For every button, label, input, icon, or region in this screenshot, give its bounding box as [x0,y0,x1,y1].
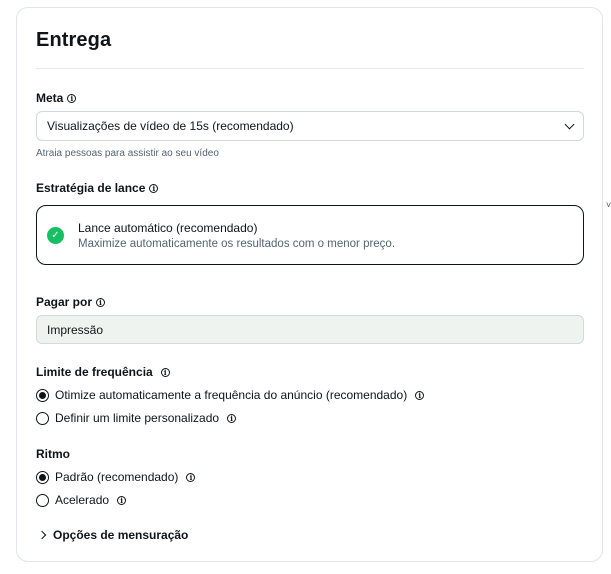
frequency-label-row [36,365,170,379]
measurement-options-toggle[interactable] [39,528,188,542]
chevron-down-icon [565,119,575,129]
pace-option-standard[interactable] [36,470,195,484]
radio-unselected[interactable] [36,412,49,425]
pace-option-label: Padrão (recomendado) [55,470,179,484]
goal-hint: Atraia pessoas para assistir ao seu vídeo [36,148,219,159]
radio-selected[interactable] [36,471,49,484]
section-title: Entrega [36,29,112,51]
goal-select[interactable] [36,111,584,141]
frequency-option-label: Otimize automaticamente a frequência do anúncio (recomendado) [55,388,408,402]
pace-option-label: Acelerado [55,493,110,507]
goal-select-value: Visualizações de vídeo de 15s (recomendado) [47,119,294,133]
frequency-label: Limite de frequência [36,365,153,379]
pace-label: Ritmo [36,447,70,461]
frequency-option-auto[interactable] [36,388,424,402]
frequency-option-custom[interactable] [36,411,236,425]
bid-title: Lance automático (recomendado) [78,220,258,235]
measurement-label: Opções de mensuração [53,528,189,542]
pace-label-row [36,447,70,461]
divider [36,68,584,69]
pace-option-accelerated[interactable] [36,493,126,507]
pay-label: Pagar por [36,295,93,309]
bid-label: Estratégia de lance [36,181,146,195]
frequency-option-label: Definir um limite personalizado [55,411,220,425]
check-icon: ✓ [47,227,64,244]
edge-cursor-mark: ˅ [606,200,611,210]
pay-value: Impressão [47,322,104,337]
goal-label: Meta [36,91,64,105]
goal-label-row [36,91,76,105]
delivery-card [16,7,603,562]
bid-text [78,221,395,250]
info-icon[interactable]: i [117,496,126,505]
bid-description: Maximize automaticamente os resultados com o menor preço. [78,237,396,250]
info-icon[interactable]: i [415,391,424,400]
info-icon[interactable]: i [149,184,158,193]
pay-field [36,315,584,344]
radio-selected[interactable] [36,389,49,402]
radio-unselected[interactable] [36,494,49,507]
info-icon[interactable]: i [67,94,76,103]
bid-strategy-option[interactable] [36,205,584,265]
info-icon[interactable]: i [227,414,236,423]
info-icon[interactable]: i [186,473,195,482]
pay-label-row [36,295,105,309]
bid-label-row [36,181,158,195]
info-icon[interactable]: i [96,298,105,307]
chevron-right-icon [38,531,46,539]
info-icon[interactable]: i [161,368,170,377]
